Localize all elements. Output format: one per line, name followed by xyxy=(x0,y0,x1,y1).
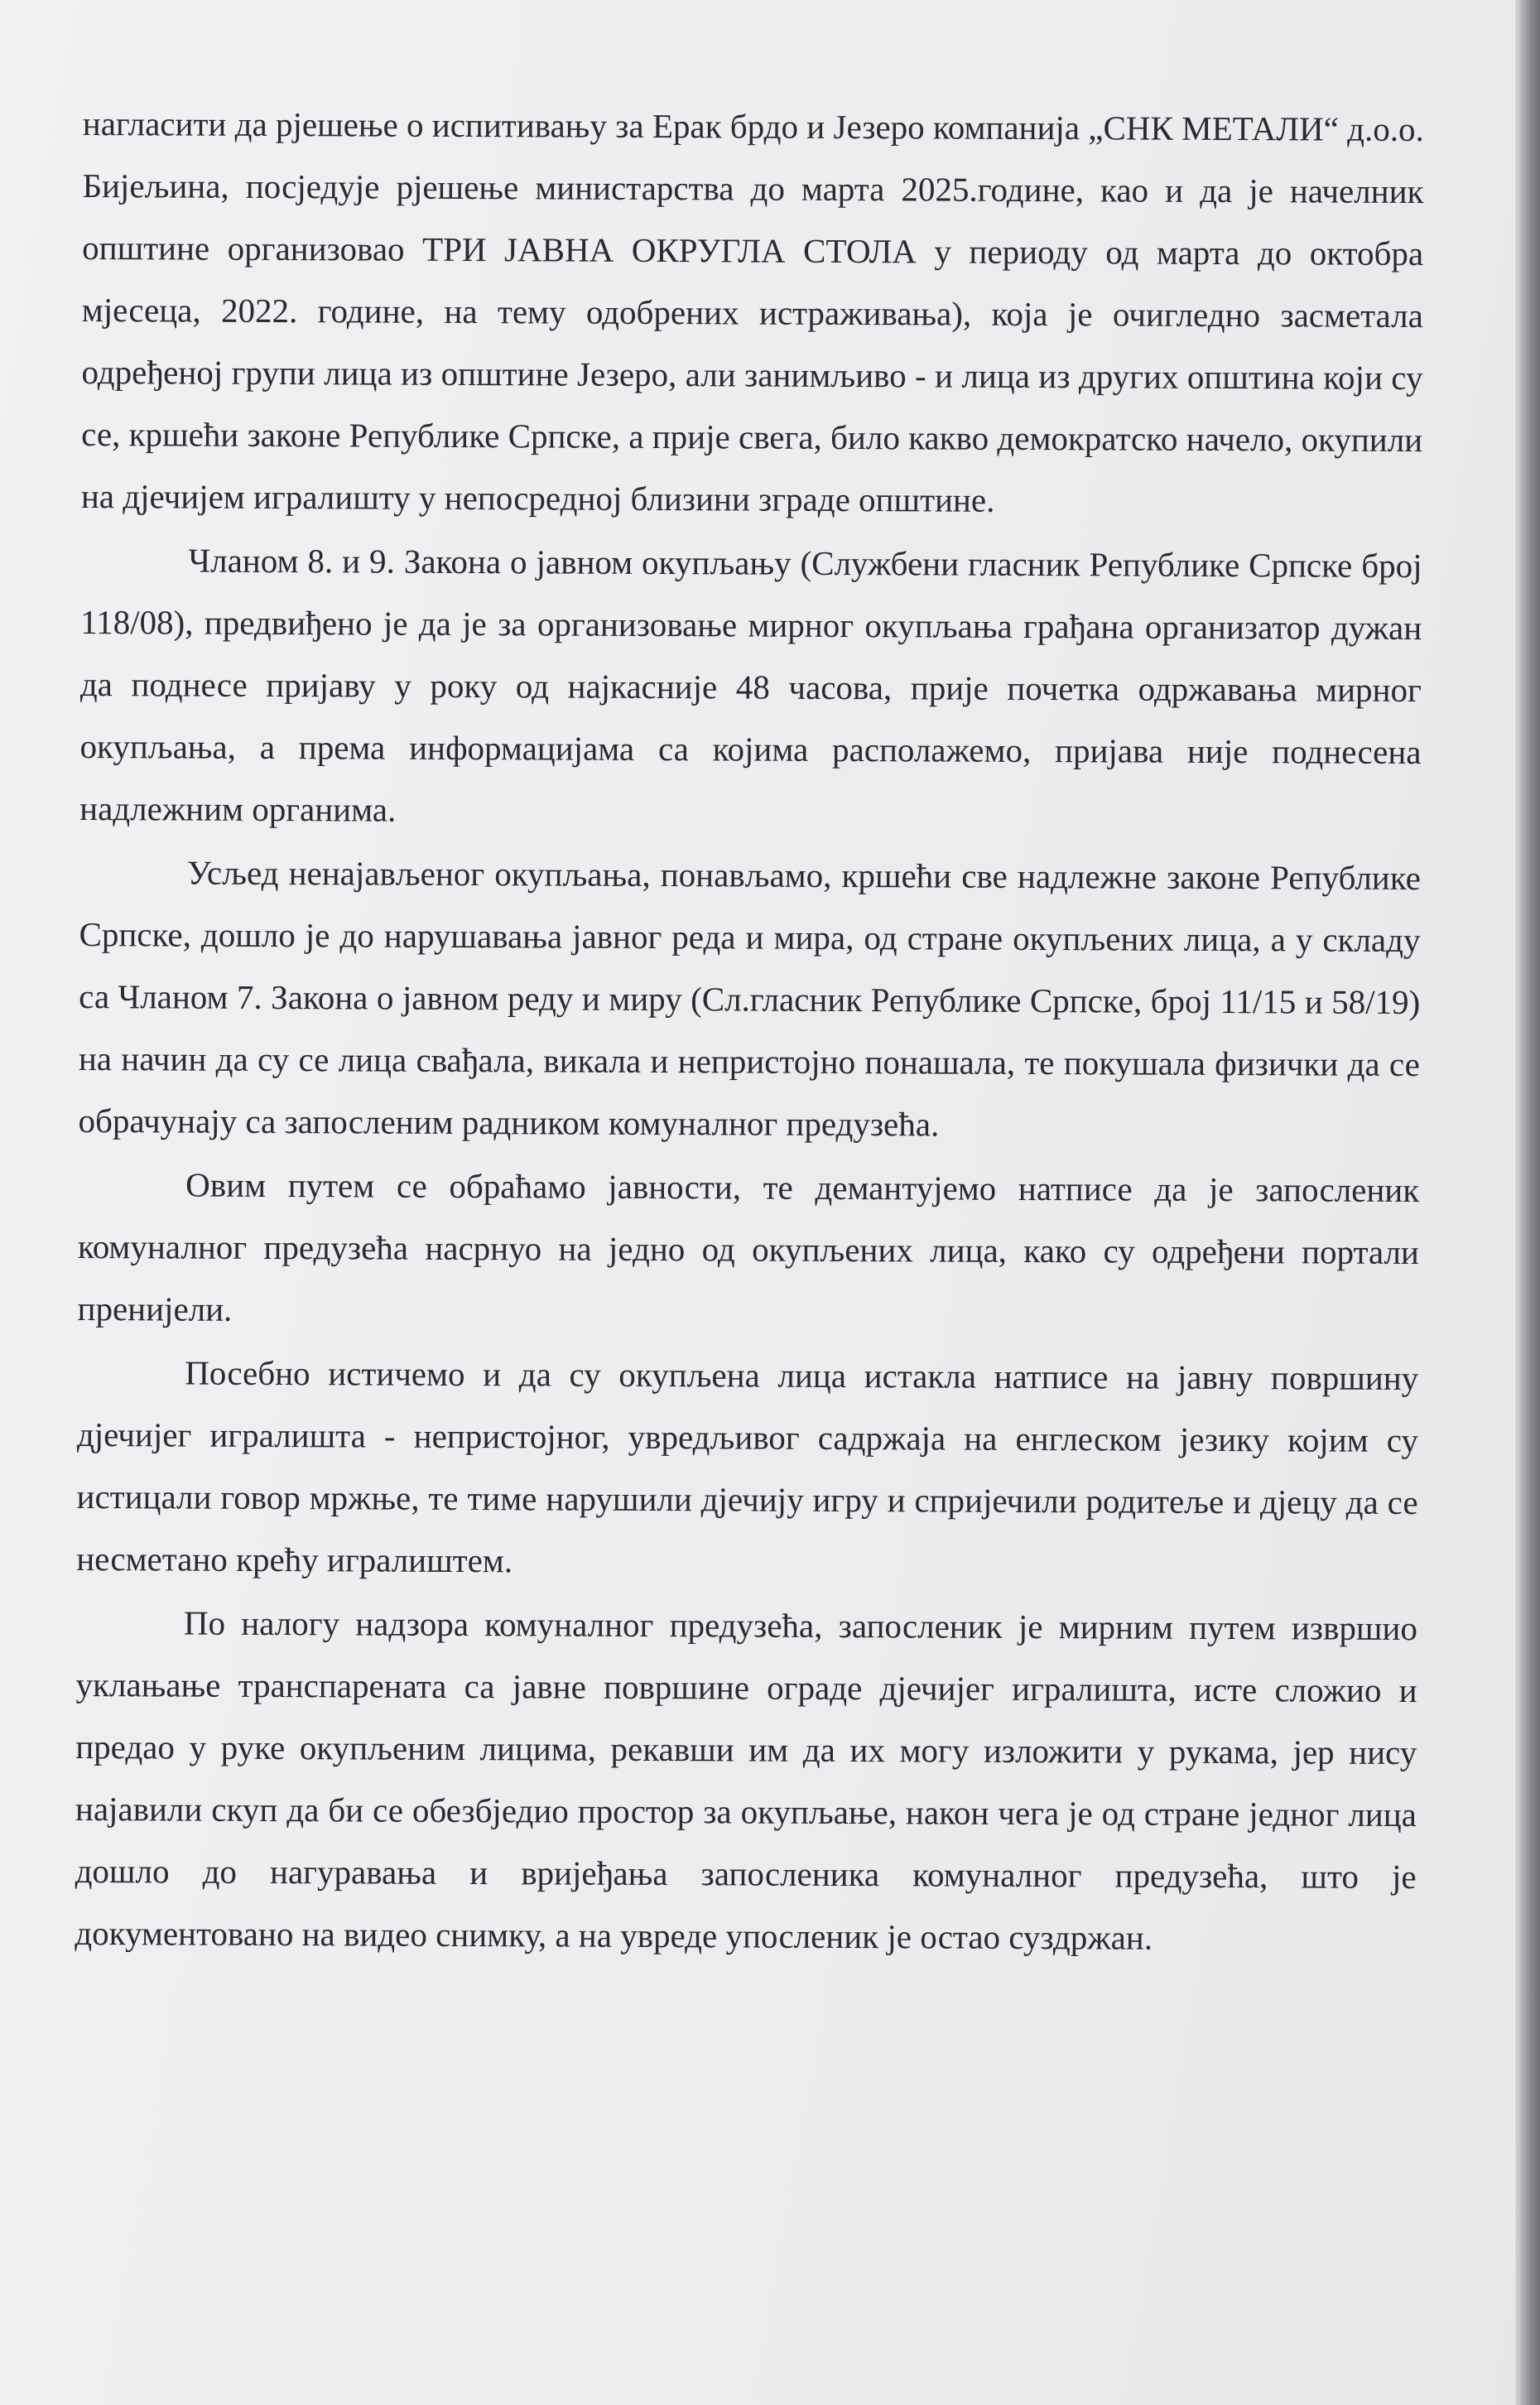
paragraph-4: Овим путем се обраћамо јавности, те демантујемо натписе да је запосленик комуналног предузећа насрнуо на једно од окупљених лица, како су одређени портали пренијели. xyxy=(77,1165,1420,1328)
page-edge-shadow xyxy=(1515,0,1540,2405)
paragraph-6: По налогу надзора комуналног предузећа, запосленик је мирним путем извршио уклањање транспарената са јавне површине ограде дјечијег игралишта, исте сложио и предао у руке окупљеним лицима, рекавши им да их могу изложити у рукама, јер нису најавили скуп да би се обезбједио простор за окупљање, након чега је од стране једног лица дошло до нагуравања и вријеђања запосленика комуналног предузећа, што је документовано на видео снимку, а на увреде упосленик је остао суздржан. xyxy=(75,1603,1418,1957)
paragraph-1: нагласити да рјешење о испитивању за Ерак брдо и Језеро компанија „СНК МЕТАЛИ“ д.о.о. Бијељина, посједује рјешење министарства до марта 2025.године, као и да је начелник општине организовао ТРИ ЈАВНА ОКРУГЛА СТОЛА у периоду од марта до октобра мјесеца, 2022. године, на тему одобрених истраживања), која је очигледно засметала одређеној групи лица из општине Језеро, али занимљиво - и лица из других општина који су се, кршећи законе Републике Српске, а прије свега, било какво демократско начело, окупили на дјечијем игралишту у непосредној близини зграде општине. xyxy=(80,104,1424,519)
paragraph-3: Усљед ненајављеног окупљања, понављамо, кршећи све надлежне законе Републике Српске, дошло је до нарушавања јавног реда и мира, од стране окупљених лица, а у складу са Чланом 7. Закона о јавном реду и миру (Сл.гласник Републике Српске, број 11/15 и 58/19) на начин да су се лица свађала, викала и непристојно понашала, те покушала физички да се обрачунају са запосленим радником комуналног предузећа. xyxy=(78,853,1421,1144)
document-body xyxy=(75,93,1424,1972)
paragraph-5: Посебно истичемо и да су окупљена лица истакла натписе на јавну површину дјечијег игралишта - непристојног, увредљивог садржаја на енглеском језику којим су истицали говор мржње, те тиме нарушили дјечију игру и спријечили родитеље и дјецу да се несметано крећу игралиштем. xyxy=(76,1353,1419,1580)
paragraph-2: Чланом 8. и 9. Закона о јавном окупљању (Службени гласник Републике Српске број 118/08), предвиђено је да је за организовање мирног окупљања грађана организатор дужан да поднесе пријаву у року од најкасније 48 часова, прије почетка одржавања мирног окупљања, а према информацијама са којима располажемо, пријава није поднесена надлежним органима. xyxy=(79,541,1422,829)
